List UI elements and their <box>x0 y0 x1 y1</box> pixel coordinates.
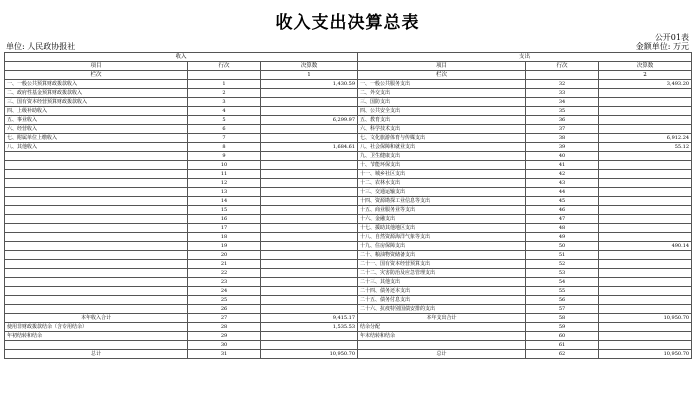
income-lanci-label: 栏次 <box>5 71 188 80</box>
income-line-cell: 5 <box>188 116 261 125</box>
expense-item-cell: 十五、商业服务业等支出 <box>358 206 526 215</box>
table-row <box>5 89 692 98</box>
income-item-cell <box>5 341 188 350</box>
expense-amount-cell <box>599 341 692 350</box>
income-item-cell: 本年收入合计 <box>5 314 188 323</box>
income-line-cell: 6 <box>188 125 261 134</box>
expense-item-cell: 十六、金融支出 <box>358 215 526 224</box>
income-amount-cell <box>261 98 358 107</box>
income-line-cell: 14 <box>188 197 261 206</box>
expense-amount-cell <box>599 161 692 170</box>
expense-line-cell: 53 <box>526 269 599 278</box>
income-item-cell: 五、事业收入 <box>5 116 188 125</box>
income-line-cell: 21 <box>188 260 261 269</box>
income-item-cell <box>5 287 188 296</box>
expense-item-cell: 十七、援助其他地区支出 <box>358 224 526 233</box>
expense-amount-cell <box>599 98 692 107</box>
table-row <box>5 224 692 233</box>
income-amount-cell <box>261 125 358 134</box>
expense-line-header: 行次 <box>526 62 599 71</box>
income-line-header: 行次 <box>188 62 261 71</box>
income-item-cell <box>5 188 188 197</box>
expense-item-cell: 十八、自然资源海洋气象等支出 <box>358 233 526 242</box>
income-line-cell: 22 <box>188 269 261 278</box>
table-row <box>5 125 692 134</box>
expense-amount-cell: 55.12 <box>599 143 692 152</box>
expense-item-cell: 十四、资源勘探工业信息等支出 <box>358 197 526 206</box>
expense-item-cell: 二十三、其他支出 <box>358 278 526 287</box>
expense-amount-cell <box>599 89 692 98</box>
expense-amount-cell <box>599 170 692 179</box>
income-expense-table <box>4 52 692 359</box>
income-line-cell: 19 <box>188 242 261 251</box>
table-row <box>5 179 692 188</box>
expense-item-cell: 十九、住房保障支出 <box>358 242 526 251</box>
income-item-cell <box>5 305 188 314</box>
expense-line-cell: 44 <box>526 188 599 197</box>
income-line-cell: 9 <box>188 152 261 161</box>
expense-line-cell: 45 <box>526 197 599 206</box>
expense-line-cell: 55 <box>526 287 599 296</box>
income-amount-cell <box>261 152 358 161</box>
income-item-cell <box>5 161 188 170</box>
income-line-cell: 17 <box>188 224 261 233</box>
income-item-cell: 八、其他收入 <box>5 143 188 152</box>
income-item-cell: 四、上级补助收入 <box>5 107 188 116</box>
expense-amount-cell <box>599 125 692 134</box>
income-amount-cell: 1,430.59 <box>261 80 358 89</box>
expense-item-cell: 四、公共安全支出 <box>358 107 526 116</box>
expense-amount-cell <box>599 188 692 197</box>
expense-amount-cell <box>599 287 692 296</box>
expense-line-cell: 52 <box>526 260 599 269</box>
table-row <box>5 80 692 89</box>
expense-item-cell <box>358 341 526 350</box>
expense-amount-cell <box>599 179 692 188</box>
income-item-cell: 六、经营收入 <box>5 125 188 134</box>
table-row <box>5 107 692 116</box>
income-amount-cell <box>261 197 358 206</box>
expense-item-cell: 二十五、债务付息支出 <box>358 296 526 305</box>
unit-label: 单位: 人民政协报社 <box>6 42 76 51</box>
income-item-cell: 总计 <box>5 350 188 359</box>
income-amount-cell: 1,535.53 <box>261 323 358 332</box>
expense-line-cell: 48 <box>526 224 599 233</box>
income-amount-cell <box>261 170 358 179</box>
expense-line-cell: 61 <box>526 341 599 350</box>
table-row <box>5 278 692 287</box>
income-line-cell: 10 <box>188 161 261 170</box>
income-line-cell: 29 <box>188 332 261 341</box>
expense-amount-cell <box>599 215 692 224</box>
income-line-cell: 12 <box>188 179 261 188</box>
income-amount-cell <box>261 224 358 233</box>
income-amount-cell: 10,950.70 <box>261 350 358 359</box>
income-line-cell: 7 <box>188 134 261 143</box>
expense-line-cell: 46 <box>526 206 599 215</box>
income-line-cell: 16 <box>188 215 261 224</box>
report-title: 收入支出决算总表 <box>275 13 420 33</box>
expense-amount-cell <box>599 107 692 116</box>
income-amount-cell <box>261 206 358 215</box>
expense-item-cell: 七、文化旅游体育与传媒支出 <box>358 134 526 143</box>
form-code: 公开01表 <box>654 33 689 42</box>
table-row <box>5 305 692 314</box>
income-item-cell <box>5 260 188 269</box>
income-amount-cell <box>261 260 358 269</box>
table-row <box>5 233 692 242</box>
income-line-cell: 11 <box>188 170 261 179</box>
expense-amount-cell <box>599 251 692 260</box>
income-amount-cell <box>261 134 358 143</box>
expense-item-cell: 三、国防支出 <box>358 98 526 107</box>
income-item-cell <box>5 152 188 161</box>
table-row <box>5 269 692 278</box>
expense-item-cell: 二十一、国有资本经营预算支出 <box>358 260 526 269</box>
expense-line-cell: 35 <box>526 107 599 116</box>
income-amount-cell <box>261 287 358 296</box>
expense-amount-cell <box>599 296 692 305</box>
expense-line-cell: 59 <box>526 323 599 332</box>
income-line-cell: 13 <box>188 188 261 197</box>
income-item-cell: 使用非财政拨款结余（含专用结余） <box>5 323 188 332</box>
table-row <box>5 215 692 224</box>
income-line-cell: 27 <box>188 314 261 323</box>
income-line-cell: 4 <box>188 107 261 116</box>
expense-line-cell: 40 <box>526 152 599 161</box>
income-item-cell <box>5 179 188 188</box>
income-line-cell: 2 <box>188 89 261 98</box>
income-line-cell: 28 <box>188 323 261 332</box>
table-row <box>5 197 692 206</box>
income-line-cell: 20 <box>188 251 261 260</box>
income-item-cell: 三、国有资本经营预算财政拨款收入 <box>5 98 188 107</box>
table-row <box>5 314 692 323</box>
table-row <box>5 161 692 170</box>
income-amount-cell <box>261 107 358 116</box>
income-item-cell: 一、一般公共预算财政拨款收入 <box>5 80 188 89</box>
expense-amount-cell <box>599 197 692 206</box>
income-line-cell: 23 <box>188 278 261 287</box>
income-amount-cell <box>261 341 358 350</box>
income-amount-cell: 6,299.97 <box>261 116 358 125</box>
expense-item-cell: 五、教育支出 <box>358 116 526 125</box>
expense-line-cell: 60 <box>526 332 599 341</box>
income-item-cell: 七、附属单位上缴收入 <box>5 134 188 143</box>
table-row <box>5 251 692 260</box>
expense-amount-cell: 3,493.20 <box>599 80 692 89</box>
income-amount-cell <box>261 233 358 242</box>
expense-item-cell: 十、节能环保支出 <box>358 161 526 170</box>
income-line-cell: 3 <box>188 98 261 107</box>
income-amount-header: 决算数 <box>261 62 358 71</box>
expense-line-cell: 58 <box>526 314 599 323</box>
expense-amount-cell <box>599 233 692 242</box>
expense-line-cell: 47 <box>526 215 599 224</box>
income-amount-cell <box>261 242 358 251</box>
expense-amount-header: 决算数 <box>599 62 692 71</box>
income-amount-cell <box>261 179 358 188</box>
income-item-header: 项目 <box>5 62 188 71</box>
expense-item-cell: 总计 <box>358 350 526 359</box>
table-row <box>5 98 692 107</box>
expense-amount-cell: 6,912.24 <box>599 134 692 143</box>
expense-amount-cell <box>599 323 692 332</box>
expense-item-cell: 结余分配 <box>358 323 526 332</box>
expense-line-cell: 56 <box>526 296 599 305</box>
expense-amount-cell <box>599 305 692 314</box>
income-line-cell: 15 <box>188 206 261 215</box>
expense-amount-cell: 10,950.70 <box>599 314 692 323</box>
income-line-cell: 1 <box>188 80 261 89</box>
expense-item-cell: 二十二、灾害防治及应急管理支出 <box>358 269 526 278</box>
income-amount-cell <box>261 305 358 314</box>
income-amount-cell: 9,415.17 <box>261 314 358 323</box>
table-row <box>5 350 692 359</box>
income-section-header: 收入 <box>5 53 358 62</box>
expense-line-cell: 62 <box>526 350 599 359</box>
expense-column-number: 2 <box>599 71 692 80</box>
income-item-cell <box>5 215 188 224</box>
expense-item-cell: 八、社会保障和就业支出 <box>358 143 526 152</box>
income-item-cell: 年初结转和结余 <box>5 332 188 341</box>
income-amount-cell <box>261 89 358 98</box>
income-item-cell <box>5 197 188 206</box>
expense-item-cell: 十二、农林水支出 <box>358 179 526 188</box>
expense-line-cell: 36 <box>526 116 599 125</box>
income-amount-cell <box>261 296 358 305</box>
income-amount-cell <box>261 269 358 278</box>
expense-line-cell: 49 <box>526 233 599 242</box>
amount-unit: 金额单位: 万元 <box>635 42 689 51</box>
income-column-number: 1 <box>261 71 358 80</box>
expense-line-cell: 50 <box>526 242 599 251</box>
income-item-cell <box>5 278 188 287</box>
income-item-cell <box>5 170 188 179</box>
expense-item-cell: 二十、粮油物资储备支出 <box>358 251 526 260</box>
expense-amount-cell: 10,950.70 <box>599 350 692 359</box>
income-line-cell: 31 <box>188 350 261 359</box>
income-line-cell: 30 <box>188 341 261 350</box>
table-row <box>5 188 692 197</box>
table-row <box>5 296 692 305</box>
income-amount-cell <box>261 278 358 287</box>
table-row <box>5 134 692 143</box>
expense-item-cell: 九、卫生健康支出 <box>358 152 526 161</box>
expense-line-cell: 33 <box>526 89 599 98</box>
table-row <box>5 332 692 341</box>
expense-line-cell: 41 <box>526 161 599 170</box>
expense-line-cell: 43 <box>526 179 599 188</box>
expense-line-cell: 37 <box>526 125 599 134</box>
table-row <box>5 152 692 161</box>
expense-amount-cell <box>599 332 692 341</box>
table-row <box>5 116 692 125</box>
expense-amount-cell <box>599 206 692 215</box>
income-item-cell <box>5 242 188 251</box>
income-amount-cell <box>261 161 358 170</box>
table-row <box>5 260 692 269</box>
expense-item-cell: 十三、交通运输支出 <box>358 188 526 197</box>
expense-item-cell: 六、科学技术支出 <box>358 125 526 134</box>
expense-line-cell: 34 <box>526 98 599 107</box>
income-item-cell <box>5 296 188 305</box>
expense-item-header: 项目 <box>358 62 526 71</box>
table-row <box>5 323 692 332</box>
income-item-cell <box>5 251 188 260</box>
expense-item-cell: 一、一般公共服务支出 <box>358 80 526 89</box>
income-item-cell: 二、政府性基金预算财政拨款收入 <box>5 89 188 98</box>
table-row <box>5 170 692 179</box>
income-item-cell <box>5 224 188 233</box>
income-line-cell: 24 <box>188 287 261 296</box>
expense-section-header: 支出 <box>358 53 692 62</box>
income-line-cell: 26 <box>188 305 261 314</box>
table-row <box>5 287 692 296</box>
expense-item-cell: 年末结转和结余 <box>358 332 526 341</box>
expense-amount-cell <box>599 224 692 233</box>
expense-item-cell: 十一、城乡社区支出 <box>358 170 526 179</box>
income-line-cell: 25 <box>188 296 261 305</box>
income-item-cell <box>5 269 188 278</box>
income-amount-cell <box>261 251 358 260</box>
expense-line-cell: 57 <box>526 305 599 314</box>
expense-item-cell: 二十四、债务还本支出 <box>358 287 526 296</box>
table-row <box>5 341 692 350</box>
income-amount-cell <box>261 332 358 341</box>
expense-amount-cell <box>599 116 692 125</box>
income-item-cell <box>5 206 188 215</box>
expense-line-cell: 32 <box>526 80 599 89</box>
expense-amount-cell <box>599 260 692 269</box>
expense-item-cell: 二十六、抗疫特别国债安排的支出 <box>358 305 526 314</box>
expense-line-cell: 42 <box>526 170 599 179</box>
expense-line-cell: 39 <box>526 143 599 152</box>
income-amount-cell: 1,684.61 <box>261 143 358 152</box>
table-row <box>5 143 692 152</box>
income-line-cell: 18 <box>188 233 261 242</box>
table-row <box>5 206 692 215</box>
expense-item-cell: 本年支出合计 <box>358 314 526 323</box>
expense-line-cell: 51 <box>526 251 599 260</box>
income-amount-cell <box>261 188 358 197</box>
income-item-cell <box>5 233 188 242</box>
expense-line-cell: 38 <box>526 134 599 143</box>
income-amount-cell <box>261 215 358 224</box>
expense-item-cell: 二、外交支出 <box>358 89 526 98</box>
expense-amount-cell <box>599 269 692 278</box>
expense-amount-cell: 490.14 <box>599 242 692 251</box>
expense-lanci-label: 栏次 <box>358 71 526 80</box>
expense-amount-cell <box>599 152 692 161</box>
table-row <box>5 242 692 251</box>
expense-line-cell: 54 <box>526 278 599 287</box>
expense-amount-cell <box>599 278 692 287</box>
income-line-cell: 8 <box>188 143 261 152</box>
